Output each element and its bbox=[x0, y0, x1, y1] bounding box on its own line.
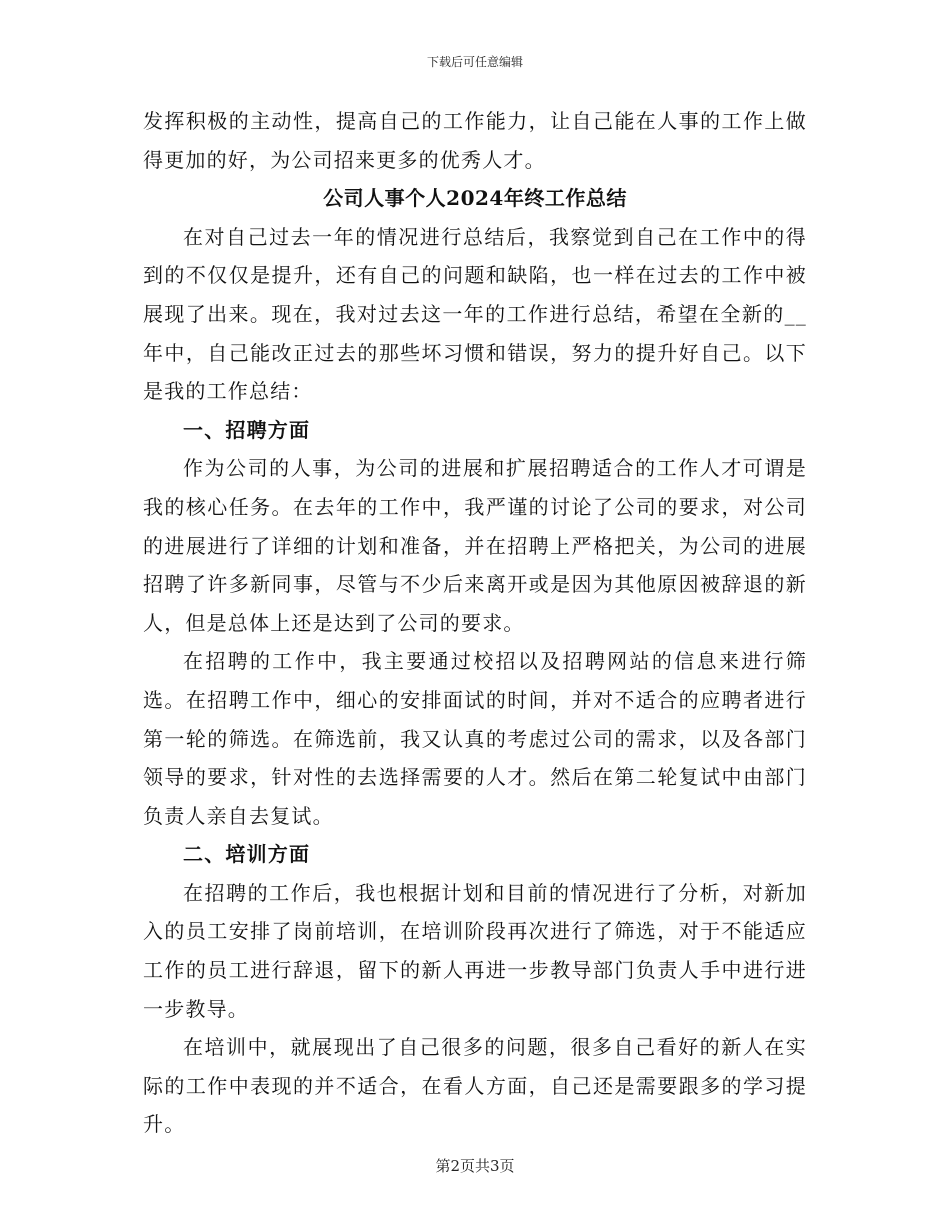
section-heading-training: 二、培训方面 bbox=[183, 842, 311, 867]
page-header: 下载后可任意编辑 bbox=[426, 55, 523, 69]
document-title: 公司人事个人2024年终工作总结 bbox=[323, 186, 627, 211]
document-body bbox=[143, 102, 807, 1144]
intro-paragraph: 发挥积极的主动性，提高自己的工作能力，让自己能在人事的工作上做得更加的好，为公司招来更多的优秀人才。 bbox=[143, 109, 807, 172]
training-paragraph-2: 在培训中，就展现出了自己很多的问题，很多自己看好的新人在实际的工作中表现的并不适合，在看人方面，自己还是需要跟多的学习提升。 bbox=[143, 1035, 807, 1137]
page-number: 第2页共3页 bbox=[435, 1157, 515, 1175]
recruitment-paragraph-2: 在招聘的工作中，我主要通过校招以及招聘网站的信息来进行筛选。在招聘工作中，细心的安排面试的时间，并对不适合的应聘者进行第一轮的筛选。在筛选前，我又认真的考虑过公司的需求，以及各部门领导的要求，针对性的去选择需要的人才。然后在第二轮复试中由部门负责人亲自去复试。 bbox=[143, 649, 807, 828]
recruitment-paragraph-1: 作为公司的人事，为公司的进展和扩展招聘适合的工作人才可谓是我的核心任务。在去年的工作中，我严谨的讨论了公司的要求，对公司的进展进行了详细的计划和准备，并在招聘上严格把关，为公司的进展招聘了许多新同事，尽管与不少后来离开或是因为其他原因被辞退的新人，但是总体上还是达到了公司的要求。 bbox=[143, 456, 807, 635]
summary-paragraph: 在对自己过去一年的情况进行总结后，我察觉到自己在工作中的得到的不仅仅是提升，还有自己的问题和缺陷，也一样在过去的工作中被展现了出来。现在，我对过去这一年的工作进行总结，希望在全新的__年中，自己能改正过去的那些坏习惯和错误，努力的提升好自己。以下是我的工作总结： bbox=[143, 224, 807, 404]
section-heading-recruitment: 一、招聘方面 bbox=[183, 417, 311, 442]
training-paragraph-1: 在招聘的工作后，我也根据计划和目前的情况进行了分析，对新加入的员工安排了岗前培训，在培训阶段再次进行了筛选，对于不能适应工作的员工进行辞退，留下的新人再进一步教导部门负责人手中进行进一步教导。 bbox=[143, 880, 807, 1021]
